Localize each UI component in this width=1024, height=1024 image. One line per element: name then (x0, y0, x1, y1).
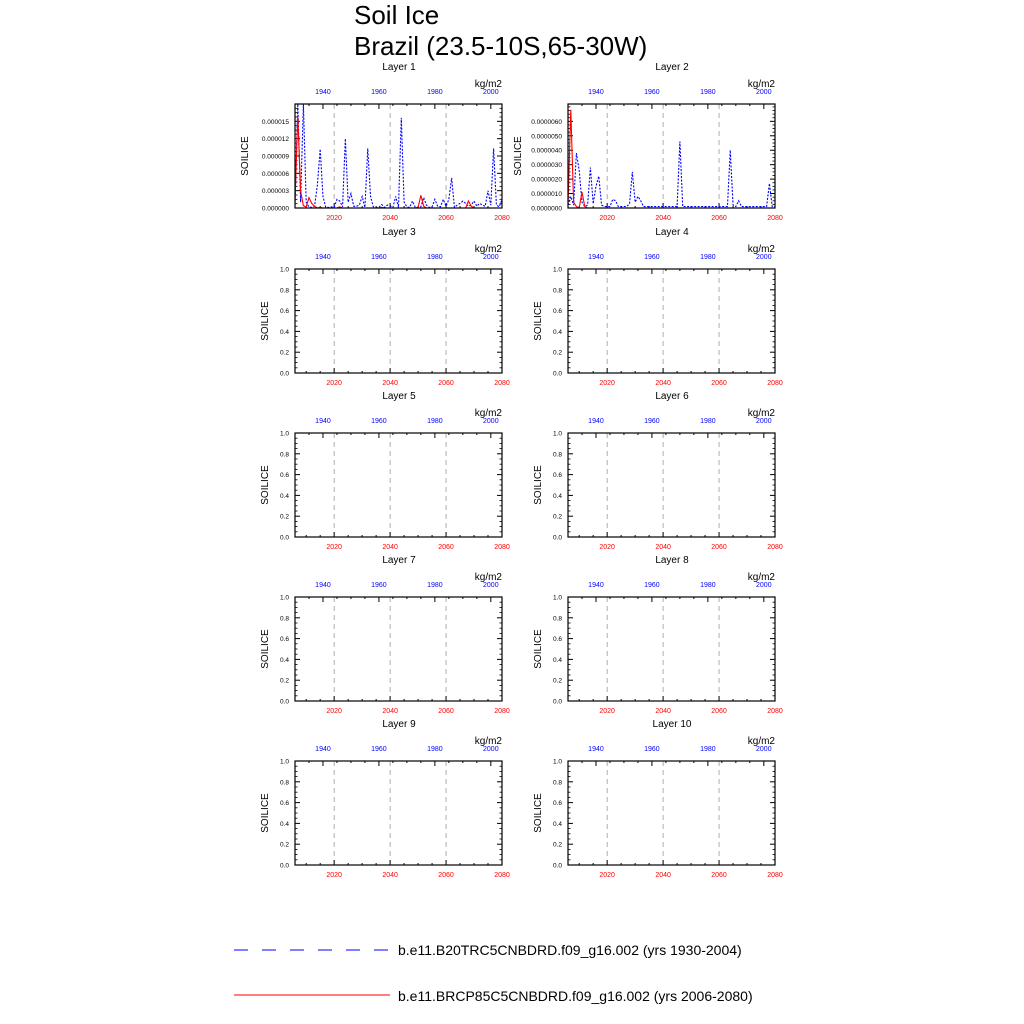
y-axis-label: SOILICE (533, 793, 544, 833)
x-tick-label-bottom: 2060 (711, 215, 727, 222)
x-tick-label-bottom: 2060 (438, 708, 454, 715)
x-tick-label-top: 1940 (588, 89, 604, 96)
x-tick-label-bottom: 2080 (494, 215, 510, 222)
y-tick-label: 1.0 (279, 266, 289, 274)
x-tick-label-top: 1940 (315, 418, 331, 425)
panel-layer-6 (533, 391, 783, 551)
y-tick-label: 0.000012 (261, 136, 289, 144)
panel-layer-2 (513, 62, 783, 222)
x-tick-label-top: 1980 (427, 89, 443, 96)
y-tick-label: 1.0 (552, 430, 562, 438)
y-tick-label: 1.0 (279, 594, 289, 602)
y-tick-label: 0.8 (279, 451, 289, 459)
y-tick-label: 0.000000 (261, 205, 289, 213)
plot-frame (295, 269, 502, 373)
y-tick-label: 0.0 (279, 370, 289, 378)
x-tick-label-bottom: 2040 (382, 708, 398, 715)
y-tick-label: 1.0 (552, 758, 562, 766)
y-tick-label: 0.0000060 (531, 118, 562, 126)
y-tick-label: 0.4 (552, 328, 562, 336)
figure-title-line2: Brazil (23.5-10S,65-30W) (354, 31, 648, 61)
plot-frame (295, 761, 502, 865)
y-tick-label: 0.0 (279, 862, 289, 870)
panel-units: kg/m2 (474, 572, 502, 583)
y-tick-label: 0.4 (279, 328, 289, 336)
panel-title: Layer 8 (655, 555, 689, 566)
x-tick-label-bottom: 2060 (711, 380, 727, 387)
panel-layer-1 (240, 62, 510, 222)
series-historical-line (568, 142, 775, 207)
panel-layer-7 (260, 555, 510, 715)
plot-frame (568, 597, 775, 701)
x-tick-label-top: 1960 (371, 746, 387, 753)
y-tick-label: 0.4 (552, 492, 562, 500)
y-tick-label: 0.8 (279, 779, 289, 787)
panel-layer-3 (260, 227, 510, 387)
panel-units: kg/m2 (747, 79, 775, 90)
legend-historical-label: b.e11.B20TRC5CNBDRD.f09_g16.002 (yrs 1930-2004) (398, 942, 742, 958)
y-tick-label: 0.6 (552, 636, 562, 644)
x-tick-label-top: 2000 (483, 89, 499, 96)
x-tick-label-top: 2000 (756, 746, 772, 753)
x-tick-label-bottom: 2080 (767, 380, 783, 387)
y-axis-label: SOILICE (260, 793, 271, 833)
x-tick-label-bottom: 2060 (711, 544, 727, 551)
panel-units: kg/m2 (474, 736, 502, 747)
y-axis-label: SOILICE (533, 465, 544, 505)
x-tick-label-top: 1940 (588, 418, 604, 425)
y-axis-label: SOILICE (260, 629, 271, 669)
y-tick-label: 0.6 (552, 800, 562, 808)
panel-layer-8 (533, 555, 783, 715)
y-tick-label: 0.0 (552, 862, 562, 870)
y-tick-label: 0.0 (552, 698, 562, 706)
y-tick-label: 0.8 (279, 287, 289, 295)
x-tick-label-bottom: 2080 (767, 708, 783, 715)
x-tick-label-top: 1980 (700, 418, 716, 425)
y-tick-label: 0.2 (552, 349, 562, 357)
x-tick-label-bottom: 2080 (494, 380, 510, 387)
y-axis-label: SOILICE (513, 136, 524, 176)
x-tick-label-bottom: 2080 (767, 544, 783, 551)
x-tick-label-top: 1960 (371, 89, 387, 96)
y-tick-label: 1.0 (552, 594, 562, 602)
x-tick-label-bottom: 2040 (655, 215, 671, 222)
x-tick-label-top: 1960 (644, 582, 660, 589)
y-tick-label: 0.6 (279, 636, 289, 644)
y-tick-label: 0.6 (552, 472, 562, 480)
x-tick-label-top: 1960 (644, 746, 660, 753)
x-tick-label-top: 1940 (315, 89, 331, 96)
x-tick-label-bottom: 2060 (711, 708, 727, 715)
y-tick-label: 1.0 (279, 758, 289, 766)
x-tick-label-top: 1980 (700, 89, 716, 96)
x-tick-label-bottom: 2060 (438, 380, 454, 387)
y-tick-label: 0.0000020 (531, 176, 562, 184)
y-axis-label: SOILICE (533, 629, 544, 669)
y-tick-label: 0.0 (552, 370, 562, 378)
x-tick-label-bottom: 2040 (382, 544, 398, 551)
y-tick-label: 0.6 (279, 308, 289, 316)
x-tick-label-bottom: 2040 (655, 544, 671, 551)
series-historical-line (295, 104, 502, 207)
y-tick-label: 0.2 (552, 677, 562, 685)
y-tick-label: 0.0 (552, 534, 562, 542)
x-tick-label-bottom: 2080 (767, 215, 783, 222)
x-tick-label-top: 1940 (588, 746, 604, 753)
y-tick-label: 0.2 (279, 677, 289, 685)
x-tick-label-bottom: 2020 (599, 380, 615, 387)
y-tick-label: 0.000009 (261, 153, 289, 161)
y-tick-label: 0.8 (552, 451, 562, 459)
x-tick-label-bottom: 2040 (655, 708, 671, 715)
panel-title: Layer 4 (655, 227, 689, 238)
x-tick-label-top: 1960 (644, 254, 660, 261)
y-tick-label: 0.8 (552, 779, 562, 787)
x-tick-label-bottom: 2080 (494, 708, 510, 715)
series-future-line (568, 110, 775, 208)
y-tick-label: 0.000015 (261, 118, 289, 126)
panel-title: Layer 6 (655, 391, 689, 402)
x-tick-label-bottom: 2020 (599, 708, 615, 715)
y-tick-label: 0.4 (279, 492, 289, 500)
x-tick-label-bottom: 2020 (326, 215, 342, 222)
x-tick-label-bottom: 2020 (599, 544, 615, 551)
x-tick-label-top: 2000 (483, 254, 499, 261)
x-tick-label-bottom: 2020 (326, 380, 342, 387)
y-tick-label: 0.4 (552, 820, 562, 828)
x-tick-label-top: 1980 (700, 254, 716, 261)
plot-frame (295, 433, 502, 537)
panel-units: kg/m2 (747, 736, 775, 747)
x-tick-label-top: 1960 (644, 89, 660, 96)
y-axis-label: SOILICE (260, 465, 271, 505)
x-tick-label-top: 1980 (427, 418, 443, 425)
x-tick-label-bottom: 2020 (326, 872, 342, 879)
x-tick-label-top: 2000 (483, 418, 499, 425)
x-tick-label-bottom: 2060 (438, 544, 454, 551)
x-tick-label-top: 2000 (756, 254, 772, 261)
panel-layer-9 (260, 719, 510, 879)
y-tick-label: 1.0 (552, 266, 562, 274)
panel-layer-10 (533, 719, 783, 879)
y-tick-label: 0.2 (279, 349, 289, 357)
x-tick-label-bottom: 2060 (438, 872, 454, 879)
legend-future-line (234, 985, 390, 1005)
x-tick-label-bottom: 2060 (438, 215, 454, 222)
panel-title: Layer 10 (652, 719, 692, 730)
panel-title: Layer 9 (382, 719, 416, 730)
x-tick-label-top: 1960 (371, 254, 387, 261)
x-tick-label-top: 2000 (483, 746, 499, 753)
panel-layer-5 (260, 391, 510, 551)
x-tick-label-bottom: 2020 (599, 215, 615, 222)
x-tick-label-top: 1940 (315, 254, 331, 261)
x-tick-label-top: 1940 (588, 254, 604, 261)
x-tick-label-bottom: 2040 (382, 872, 398, 879)
y-tick-label: 0.8 (552, 615, 562, 623)
y-tick-label: 0.2 (279, 841, 289, 849)
x-tick-label-bottom: 2040 (382, 380, 398, 387)
panel-title: Layer 5 (382, 391, 416, 402)
plot-frame (568, 269, 775, 373)
panel-title: Layer 3 (382, 227, 416, 238)
x-tick-label-bottom: 2040 (655, 872, 671, 879)
panel-units: kg/m2 (474, 244, 502, 255)
x-tick-label-top: 1980 (427, 254, 443, 261)
x-tick-label-top: 2000 (756, 582, 772, 589)
y-tick-label: 0.000006 (261, 170, 289, 178)
y-tick-label: 0.0 (279, 698, 289, 706)
legend-future-label: b.e11.BRCP85C5CNBDRD.f09_g16.002 (yrs 2006-2080) (398, 988, 753, 1004)
y-tick-label: 0.4 (279, 656, 289, 664)
panel-units: kg/m2 (474, 408, 502, 419)
x-tick-label-bottom: 2080 (767, 872, 783, 879)
y-tick-label: 0.6 (279, 472, 289, 480)
y-tick-label: 0.0000050 (531, 133, 562, 141)
x-tick-label-bottom: 2040 (655, 380, 671, 387)
x-tick-label-top: 1980 (700, 746, 716, 753)
panel-layer-4 (533, 227, 783, 387)
x-tick-label-top: 1960 (371, 582, 387, 589)
y-axis-label: SOILICE (240, 136, 251, 176)
y-tick-label: 1.0 (279, 430, 289, 438)
x-tick-label-bottom: 2080 (494, 872, 510, 879)
x-tick-label-bottom: 2020 (326, 544, 342, 551)
x-tick-label-top: 2000 (756, 418, 772, 425)
x-tick-label-top: 1960 (644, 418, 660, 425)
plot-frame (295, 104, 502, 208)
x-tick-label-top: 2000 (483, 582, 499, 589)
panel-title: Layer 1 (382, 62, 416, 73)
panel-units: kg/m2 (474, 79, 502, 90)
y-tick-label: 0.4 (279, 820, 289, 828)
plot-frame (568, 104, 775, 208)
x-tick-label-top: 1980 (427, 746, 443, 753)
y-axis-label: SOILICE (260, 301, 271, 341)
legend-historical-line (234, 940, 390, 960)
y-tick-label: 0.6 (552, 308, 562, 316)
panel-units: kg/m2 (747, 572, 775, 583)
figure-title-line1: Soil Ice (354, 0, 440, 30)
x-tick-label-top: 2000 (756, 89, 772, 96)
plot-frame (568, 761, 775, 865)
x-tick-label-bottom: 2060 (711, 872, 727, 879)
panel-units: kg/m2 (747, 244, 775, 255)
y-tick-label: 0.0 (279, 534, 289, 542)
x-tick-label-bottom: 2020 (326, 708, 342, 715)
y-tick-label: 0.0000040 (531, 147, 562, 155)
y-tick-label: 0.0000000 (531, 205, 562, 213)
panel-units: kg/m2 (747, 408, 775, 419)
y-tick-label: 0.6 (279, 800, 289, 808)
x-tick-label-bottom: 2080 (494, 544, 510, 551)
x-tick-label-bottom: 2040 (382, 215, 398, 222)
panel-title: Layer 7 (382, 555, 416, 566)
x-tick-label-top: 1960 (371, 418, 387, 425)
x-tick-label-top: 1940 (588, 582, 604, 589)
y-tick-label: 0.000003 (261, 188, 289, 196)
y-tick-label: 0.4 (552, 656, 562, 664)
panel-title: Layer 2 (655, 62, 689, 73)
y-tick-label: 0.2 (552, 513, 562, 521)
plot-frame (295, 597, 502, 701)
y-tick-label: 0.0000010 (531, 191, 562, 199)
x-tick-label-top: 1940 (315, 582, 331, 589)
y-tick-label: 0.8 (552, 287, 562, 295)
y-tick-label: 0.2 (552, 841, 562, 849)
x-tick-label-top: 1940 (315, 746, 331, 753)
plot-frame (568, 433, 775, 537)
y-tick-label: 0.2 (279, 513, 289, 521)
x-tick-label-top: 1980 (427, 582, 443, 589)
y-tick-label: 0.8 (279, 615, 289, 623)
x-tick-label-bottom: 2020 (599, 872, 615, 879)
y-tick-label: 0.0000030 (531, 162, 562, 170)
y-axis-label: SOILICE (533, 301, 544, 341)
x-tick-label-top: 1980 (700, 582, 716, 589)
